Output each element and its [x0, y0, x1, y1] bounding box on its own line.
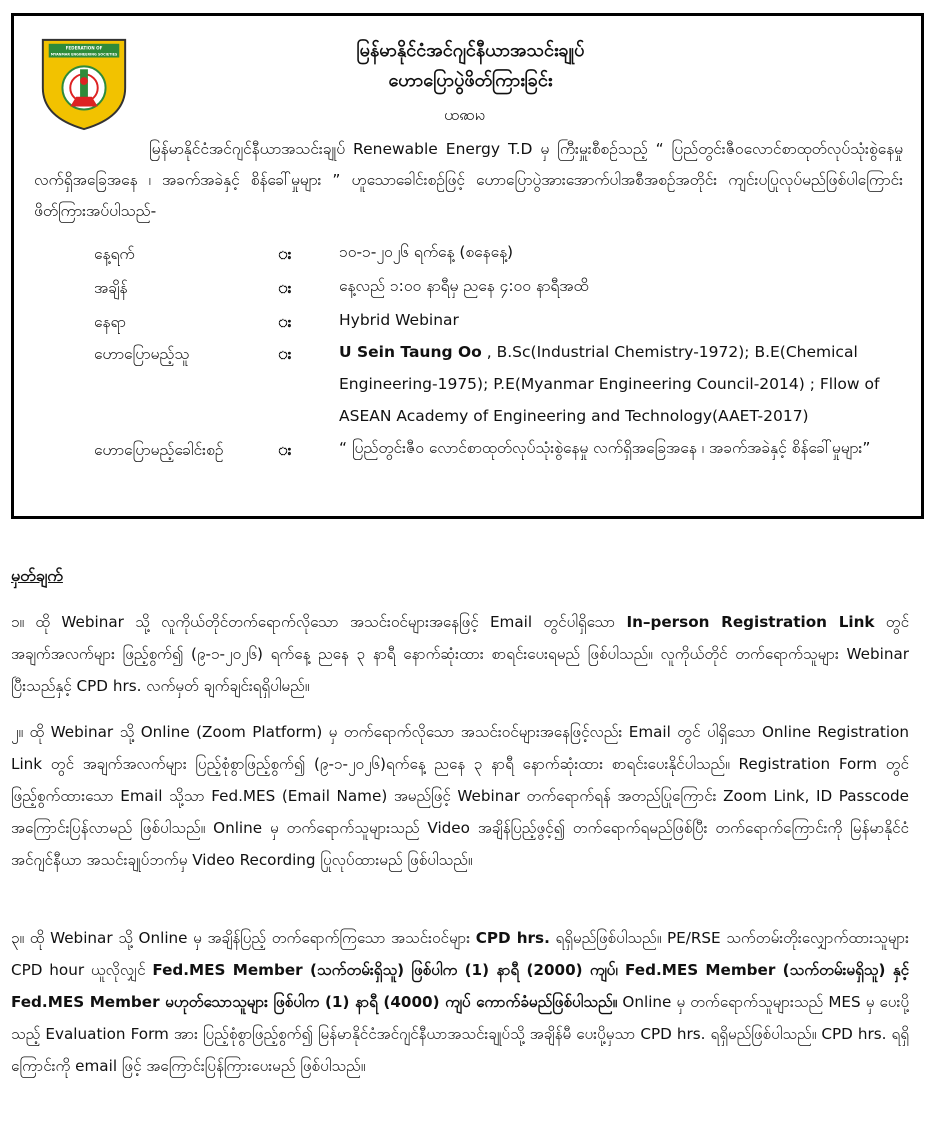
in-person-registration-link: In–person Registration Link	[626, 613, 875, 631]
svg-text:MYANMAR ENGINEERING SOCIETIES: MYANMAR ENGINEERING SOCIETIES	[50, 52, 118, 57]
speaker-qualifications: , B.Sc(Industrial Chemistry-1972); B.E(Chemical Engineering-1975); P.E(Myanmar Engineering Council-2014) ; Fllow of ASEAN Academy of Engineering and Technology(AAET-2017)	[339, 343, 880, 425]
time-label: အချိန်	[94, 279, 128, 297]
time-value: နေ့လည် ၁:၀၀ နာရီမှ ညနေ ၄:၀၀ နာရီအထိ	[339, 277, 589, 295]
speaker-name: U Sein Taung Oo	[339, 343, 482, 361]
cpd-hrs: CPD hrs.	[475, 929, 550, 947]
notes-title: မှတ်ချက်	[11, 566, 63, 585]
venue-value: Hybrid Webinar	[339, 311, 459, 329]
topic-label: ဟောပြောမည့်ခေါင်းစဉ်	[94, 441, 224, 459]
colon: း	[278, 279, 292, 297]
page-subtitle: ဟောပြောပွဲဖိတ်ကြားခြင်း	[388, 70, 553, 91]
topic-value: “ ပြည်တွင်းဇီဝ လောင်စာထုတ်လုပ်သုံးစွဲနေမှု လက်ရှိအခြေအနေ ၊ အခက်အခဲနှင့် စိန်ခေါ်မှုများ”	[339, 439, 871, 457]
note-2: ၂။ ထို Webinar သို့ Online (Zoom Platform) မှ တက်ရောက်လိုသော အသင်းဝင်များအနေဖြင့်လည်း Email တွင် ပါရှိသော Online Registration Link တွင် အချက်အလက်များ ပြည့်စုံစွာဖြည့်စွက်၍ (၉-၁-၂၀၂၆)ရက်နေ့ ညနေ ၃ နာရီ နောက်ဆုံးထား စာရင်းပေးနိုင်ပါသည်။ Registration Form တွင် ဖြည့်စွက်ထားသော Email သို့သာ Fed.MES (Email Name) အမည်ဖြင့် Webinar တက်ရောက်ရန် အတည်ပြုကြောင်း Zoom Link, ID Passcode အကြောင်းပြန်လာမည် ဖြစ်ပါသည်။ Online မှ တက်ရောက်သူများသည် Video အချိန်ပြည့်ဖွင့်၍ တက်ရောက်ရမည်ဖြစ်ပြီး တက်ရောက်ကြောင်းကို မြန်မာနိုင်ငံအင်ဂျင်နီယာ အသင်းချုပ်ဘက်မှ Video Recording ပြုလုပ်ထားမည် ဖြစ်ပါသည်။	[11, 723, 909, 869]
colon: း	[278, 441, 292, 459]
page-title: မြန်မာနိုင်ငံအင်ဂျင်နီယာအသင်းချုပ်	[356, 40, 585, 61]
note-3	[11, 922, 909, 1082]
intro-paragraph: မြန်မာနိုင်ငံအင်ဂျင်နီယာအသင်းချုပ် Renewable Energy T.D မှ ကြီးမှူးစီစဉ်သည့် “ ပြည်တွင်းဇီဝလောင်စာထုတ်လုပ်သုံးစွဲနေမှု လက်ရှိအခြေအနေ ၊ အခက်အခဲနှင့် စိန်ခေါ်မှုများ ” ဟူသောခေါင်းစဉ်ဖြင့် ဟောပြောပွဲအားအောက်ပါအစီအစဉ်အတိုင်း ကျင်းပပြုလုပ်မည်ဖြစ်ပါကြောင်း ဖိတ်ကြားအပ်ပါသည်-	[34, 140, 903, 220]
date-label: နေ့ရက်	[94, 245, 135, 263]
colon: း	[278, 245, 292, 263]
invitation-box	[11, 13, 924, 519]
colon: း	[278, 345, 292, 363]
venue-label: နေရာ	[94, 313, 126, 331]
note-1	[11, 606, 909, 702]
svg-text:FEDERATION OF: FEDERATION OF	[65, 45, 103, 51]
speaker-value	[339, 336, 904, 432]
note-1-text-cont: တွင် အချက်အလက်များ ဖြည့်စွက်၍ (၉-၁-၂၀၂၆) ရက်နေ့ ညနေ ၃ နာရီ နောက်ဆုံးထား စာရင်းပေးရမည် ဖြစ်ပါသည်။ လူကိုယ်တိုင် တက်ရောက်သူများ Webinar ပြီးသည်နှင့် CPD hrs. လက်မှတ် ချက်ချင်းရရှိပါမည်။	[11, 613, 910, 695]
speaker-label: ဟောပြောမည့်သူ	[94, 345, 190, 363]
note-3-text-cont: ရရှိမည်ဖြစ်ပါသည်။ PE/RSE သက်တမ်းတိုးလျှောက်ထားသူများ CPD hour ယူလိုလျှင်	[11, 929, 909, 979]
colon: း	[278, 313, 292, 331]
note-1-text: ၁။ ထို Webinar သို့ လူကိုယ်တိုင်တက်ရောက်လိုသော အသင်းဝင်များအနေဖြင့် Email တွင်ပါရှိသော	[11, 613, 627, 631]
note-3-text: ၃။ ထို Webinar သို့ Online မှ အချိန်ပြည့် တက်ရောက်ကြသော အသင်းဝင်များ	[11, 929, 476, 947]
fee-text: Fed.MES Member (သက်တမ်းရှိသူ) ဖြစ်ပါက (1) နာရီ (2000) ကျပ်၊ Fed.MES Member (သက်တမ်းမရှိသူ) နှင့် Fed.MES Member မဟုတ်သောသူများ ဖြစ်ပါက (1) နာရီ (4000) ကျပ် ကောက်ခံမည်ဖြစ်ပါသည်။	[11, 961, 909, 1011]
date-value: ၁၀-၁-၂၀၂၆ ရက်နေ့ (စနေနေ့)	[339, 243, 514, 261]
ornament: ꩤꩣꩢ	[444, 105, 486, 124]
note-3-text-end: Online မှ တက်ရောက်သူများသည် MES မှ ပေးပို့သည့် Evaluation Form အား ပြည့်စုံစွာဖြည့်စွက်၍ မြန်မာနိုင်ငံအင်ဂျင်နီယာအသင်းချုပ်သို့ အချိန်မီ ပေးပို့မှသာ CPD hrs. ရရှိမည်ဖြစ်ပါသည်။ CPD hrs. ရရှိကြောင်းကို email ဖြင့် အကြောင်းပြန်ကြားပေးမည် ဖြစ်ပါသည်။	[11, 993, 909, 1075]
